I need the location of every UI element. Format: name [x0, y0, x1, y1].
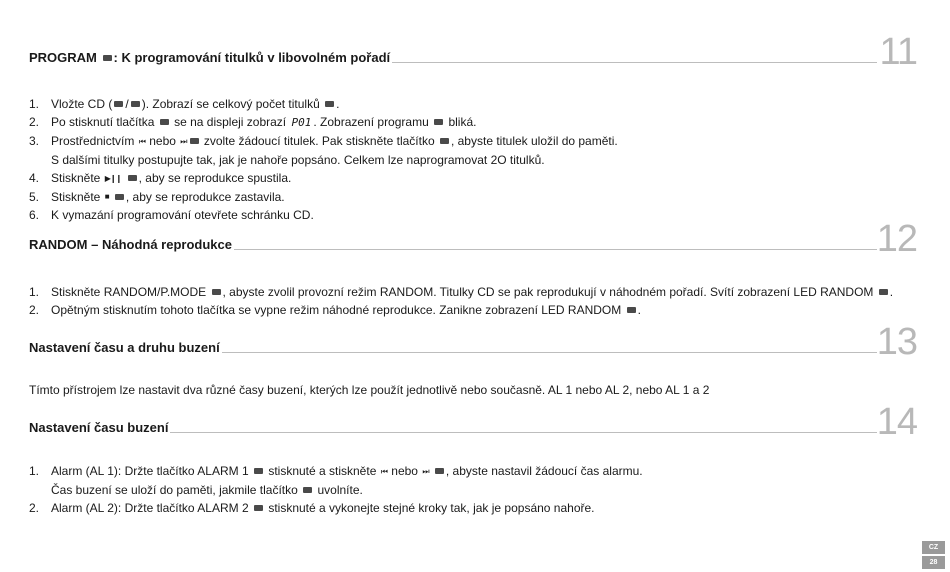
skip-forward-icon: ⏭	[422, 466, 429, 476]
list-item: 2. Opětným stisknutím tohoto tlačítka se vypne režim náhodné reprodukce. Zanikne zobrazení LED RANDOM .	[29, 303, 641, 317]
section-title: Nastavení času buzení	[29, 420, 169, 435]
lcd-readout: P01	[291, 116, 312, 129]
language-tab: CZ	[922, 541, 945, 554]
section-alarm-time	[29, 401, 919, 517]
led-icon	[627, 307, 636, 313]
section-text: Tímto přístrojem lze nastavit dva různé časy buzení, kterých lze použít jednotlivě nebo současně. AL 1 nebo AL 2, nebo AL 1 a 2	[29, 383, 710, 397]
section-program	[29, 31, 919, 224]
list-item: 4. Stiskněte ▶❙❙ , aby se reprodukce spustila.	[29, 170, 292, 185]
page-number: 28	[922, 556, 945, 569]
list-item: 2. Alarm (AL 2): Držte tlačítko ALARM 2 stisknuté a vykonejte stejné kroky tak, jak je popsáno nahoře.	[29, 500, 595, 515]
section-number: 14	[876, 401, 917, 443]
list-item: 3. Prostřednictvím ⏮ nebo ⏭ zvolte žádoucí titulek. Pak stiskněte tlačítko , abyste titulek uložil do paměti. S dalšími titulky postupujte tak, jak je nahoře popsáno. Celkem lze naprogramovat 2O titulků.	[29, 134, 618, 167]
program-button-icon	[440, 138, 449, 144]
alarm-steps	[29, 462, 919, 517]
stop-icon: ■	[104, 192, 109, 202]
list-item: 2. Po stisknutí tlačítka se na displeji zobrazí P01 . Zobrazení programu bliká.	[29, 115, 477, 129]
skip-back-icon: ⏮	[380, 466, 387, 476]
random-button-icon	[212, 289, 221, 295]
play-pause-icon: ▶❙❙	[104, 173, 122, 183]
section-header	[29, 401, 919, 443]
alarm-button-icon	[303, 487, 312, 493]
alarm-button-icon	[254, 505, 263, 511]
list-item: 1. Alarm (AL 1): Držte tlačítko ALARM 1 stisknuté a stiskněte ⏮ nebo ⏭ , abyste nastavil žádoucí čas alarmu. Čas buzení se uloží do paměti, jakmile tlačítko uvolníte.	[29, 464, 643, 497]
stop-button-icon	[115, 194, 124, 200]
program-steps	[29, 95, 919, 224]
section-number: 13	[876, 321, 917, 363]
skip-back-icon: ⏮	[138, 136, 145, 146]
section-header	[29, 31, 919, 73]
program-button-icon	[160, 119, 169, 125]
alarm-button-icon	[254, 468, 263, 474]
cd-button-icon	[114, 101, 123, 107]
display-icon	[325, 101, 334, 107]
button-icon	[190, 138, 199, 144]
section-number: 11	[879, 31, 917, 73]
list-item: 1. Stiskněte RANDOM/P.MODE , abyste zvolil provozní režim RANDOM. Titulky CD se pak reprodukují v náhodném pořadí. Svítí zobrazení LED RANDOM .	[29, 285, 894, 299]
section-number: 12	[876, 218, 917, 260]
list-item: 6. K vymazání programování otevřete schránku CD.	[29, 208, 314, 223]
section-title: RANDOM – Náhodná reprodukce	[29, 237, 232, 252]
section-header	[29, 321, 919, 363]
random-steps	[29, 283, 919, 319]
list-item: 5. Stiskněte ■ , aby se reprodukce zastavila.	[29, 189, 285, 204]
list-item: 1. Vložte CD ( / ). Zobrazí se celkový počet titulků .	[29, 97, 340, 111]
section-title: PROGRAM : K programování titulků v libovolném pořadí	[29, 50, 391, 65]
button-icon	[435, 468, 444, 474]
cd-button-icon	[131, 101, 140, 107]
program-button-icon	[103, 55, 112, 61]
section-header	[29, 218, 919, 260]
section-random	[29, 218, 919, 319]
skip-forward-icon: ⏭	[180, 136, 187, 146]
led-icon	[879, 289, 888, 295]
program-indicator-icon	[434, 119, 443, 125]
section-alarm-setup	[29, 321, 919, 399]
play-button-icon	[128, 175, 137, 181]
section-title: Nastavení času a druhu buzení	[29, 340, 220, 355]
